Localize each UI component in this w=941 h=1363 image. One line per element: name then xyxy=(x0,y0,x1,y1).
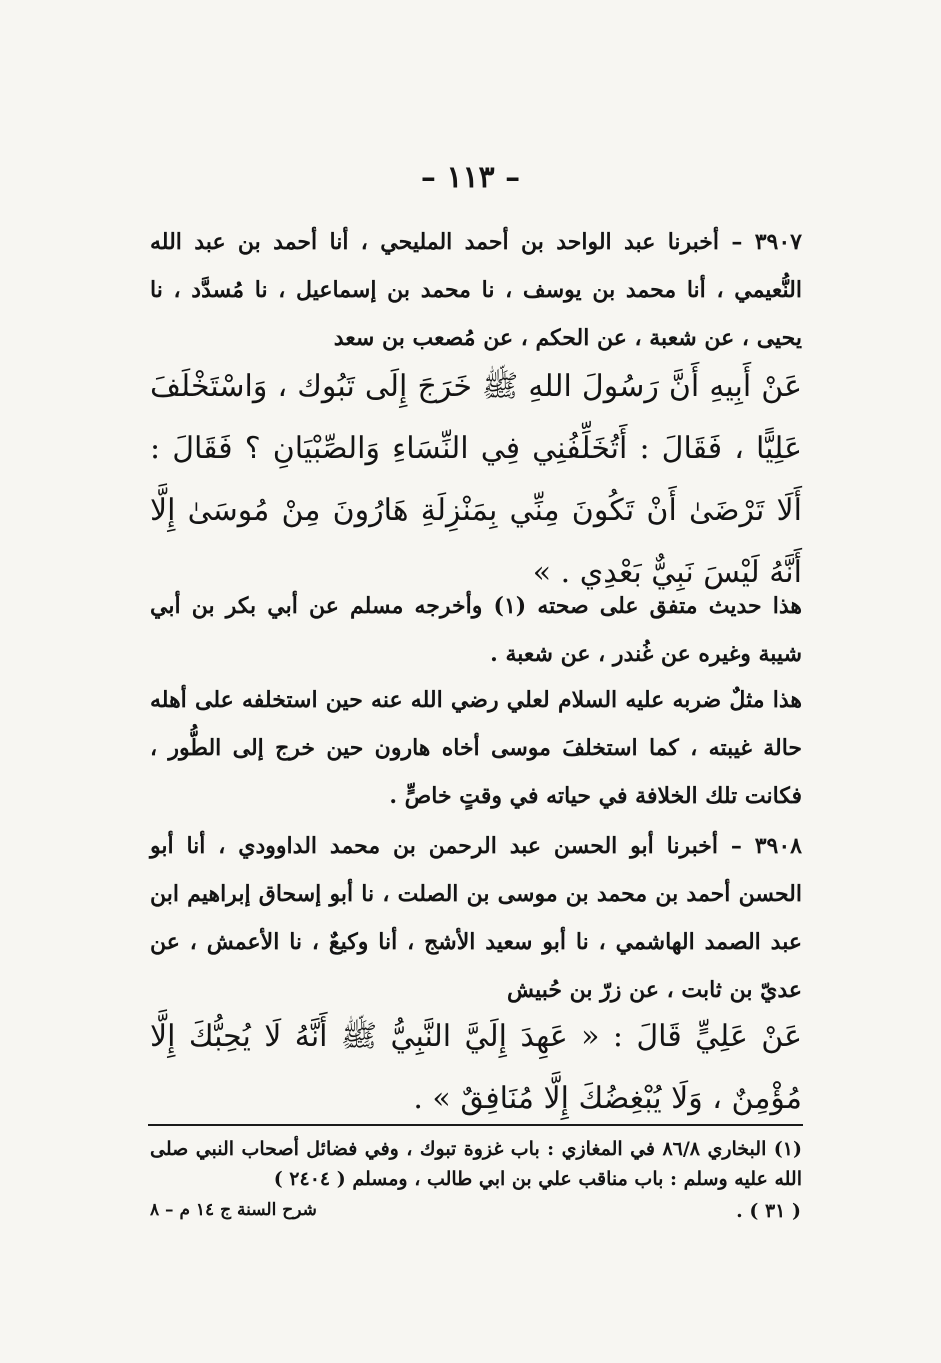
hadith-3908-matn: عَنْ عَلِيٍّ قَالَ : « عَهِدَ إِلَيَّ النَّبِيُّ ﷺ أَنَّهُ لَا يُحِبُّكَ إِلَّا مُؤْمِنٌ ، وَلَا يُبْغِضُكَ إِلَّا مُنَافِقٌ » . xyxy=(150,1019,802,1116)
hadith-3908-isnad: ٣٩٠٨ – أخبرنا أبو الحسن عبد الرحمن بن محمد الداوودي ، أنا أبو الحسن أحمد بن محمد بن موسى بن الصلت ، نا أبو إسحاق إبراهيم ابن عبد الصمد الهاشمي ، نا أبو سعيد الأشج ، أنا وكيعٌ ، نا الأعمش ، عن عديّ بن ثابت ، عن زرّ بن حُبيش xyxy=(150,833,802,1003)
footnote-divider xyxy=(148,1124,803,1126)
signature-line: شرح السنة ج ١٤ م – ٨ xyxy=(150,1200,317,1220)
hadith-3907-takhrij: هذا حديث متفق على صحته (١) وأخرجه مسلم عن أبي بكر بن أبي شيبة وغيره عن غُندر ، عن شعبة . xyxy=(150,593,802,667)
footnote-end: ( ٣١ ) . xyxy=(736,1200,801,1222)
hadith-3907-matn: عَنْ أَبِيهِ أَنَّ رَسُولَ اللهِ ﷺ خَرَجَ إِلَى تَبُوك ، وَاسْتَخْلَفَ عَلِيًّا ، فَقَالَ : أَتُخَلِّفُنِي فِي النِّسَاءِ وَالصِّبْيَانِ ؟ فَقَالَ : أَلَا تَرْضَىٰ أَنْ تَكُونَ مِنِّي بِمَنْزِلَةِ هَارُونَ مِنْ مُوسَىٰ إِلَّا أَنَّهُ لَيْسَ نَبِيٌّ بَعْدِي . » xyxy=(150,369,802,590)
hadith-3907-isnad: ٣٩٠٧ – أخبرنا عبد الواحد بن أحمد المليحي ، أنا أحمد بن عبد الله النُّعيمي ، أنا محمد بن يوسف ، نا محمد بن إسماعيل ، نا مُسدَّد ، نا يحيى ، عن شعبة ، عن الحكم ، عن مُصعب بن سعد xyxy=(150,229,802,351)
page-number: – ١١٣ – xyxy=(420,160,521,195)
hadith-3907-sharh: هذا مثلٌ ضربه عليه السلام لعلي رضي الله عنه حين استخلفه على أهله حالة غيبته ، كما استخلفَ موسى أخاه هارون حين خرج إلى الطُّور ، فكانت تلك الخلافة في حياته في وقتٍ خاصٍّ . xyxy=(150,687,802,809)
footnote-text: (١) البخاري ٨٦/٨ في المغازي : باب غزوة تبوك ، وفي فضائل أصحاب النبي صلى الله عليه وسلم : باب مناقب علي بن ابي طالب ، ومسلم ( ٢٤٠٤ ) xyxy=(150,1138,802,1190)
